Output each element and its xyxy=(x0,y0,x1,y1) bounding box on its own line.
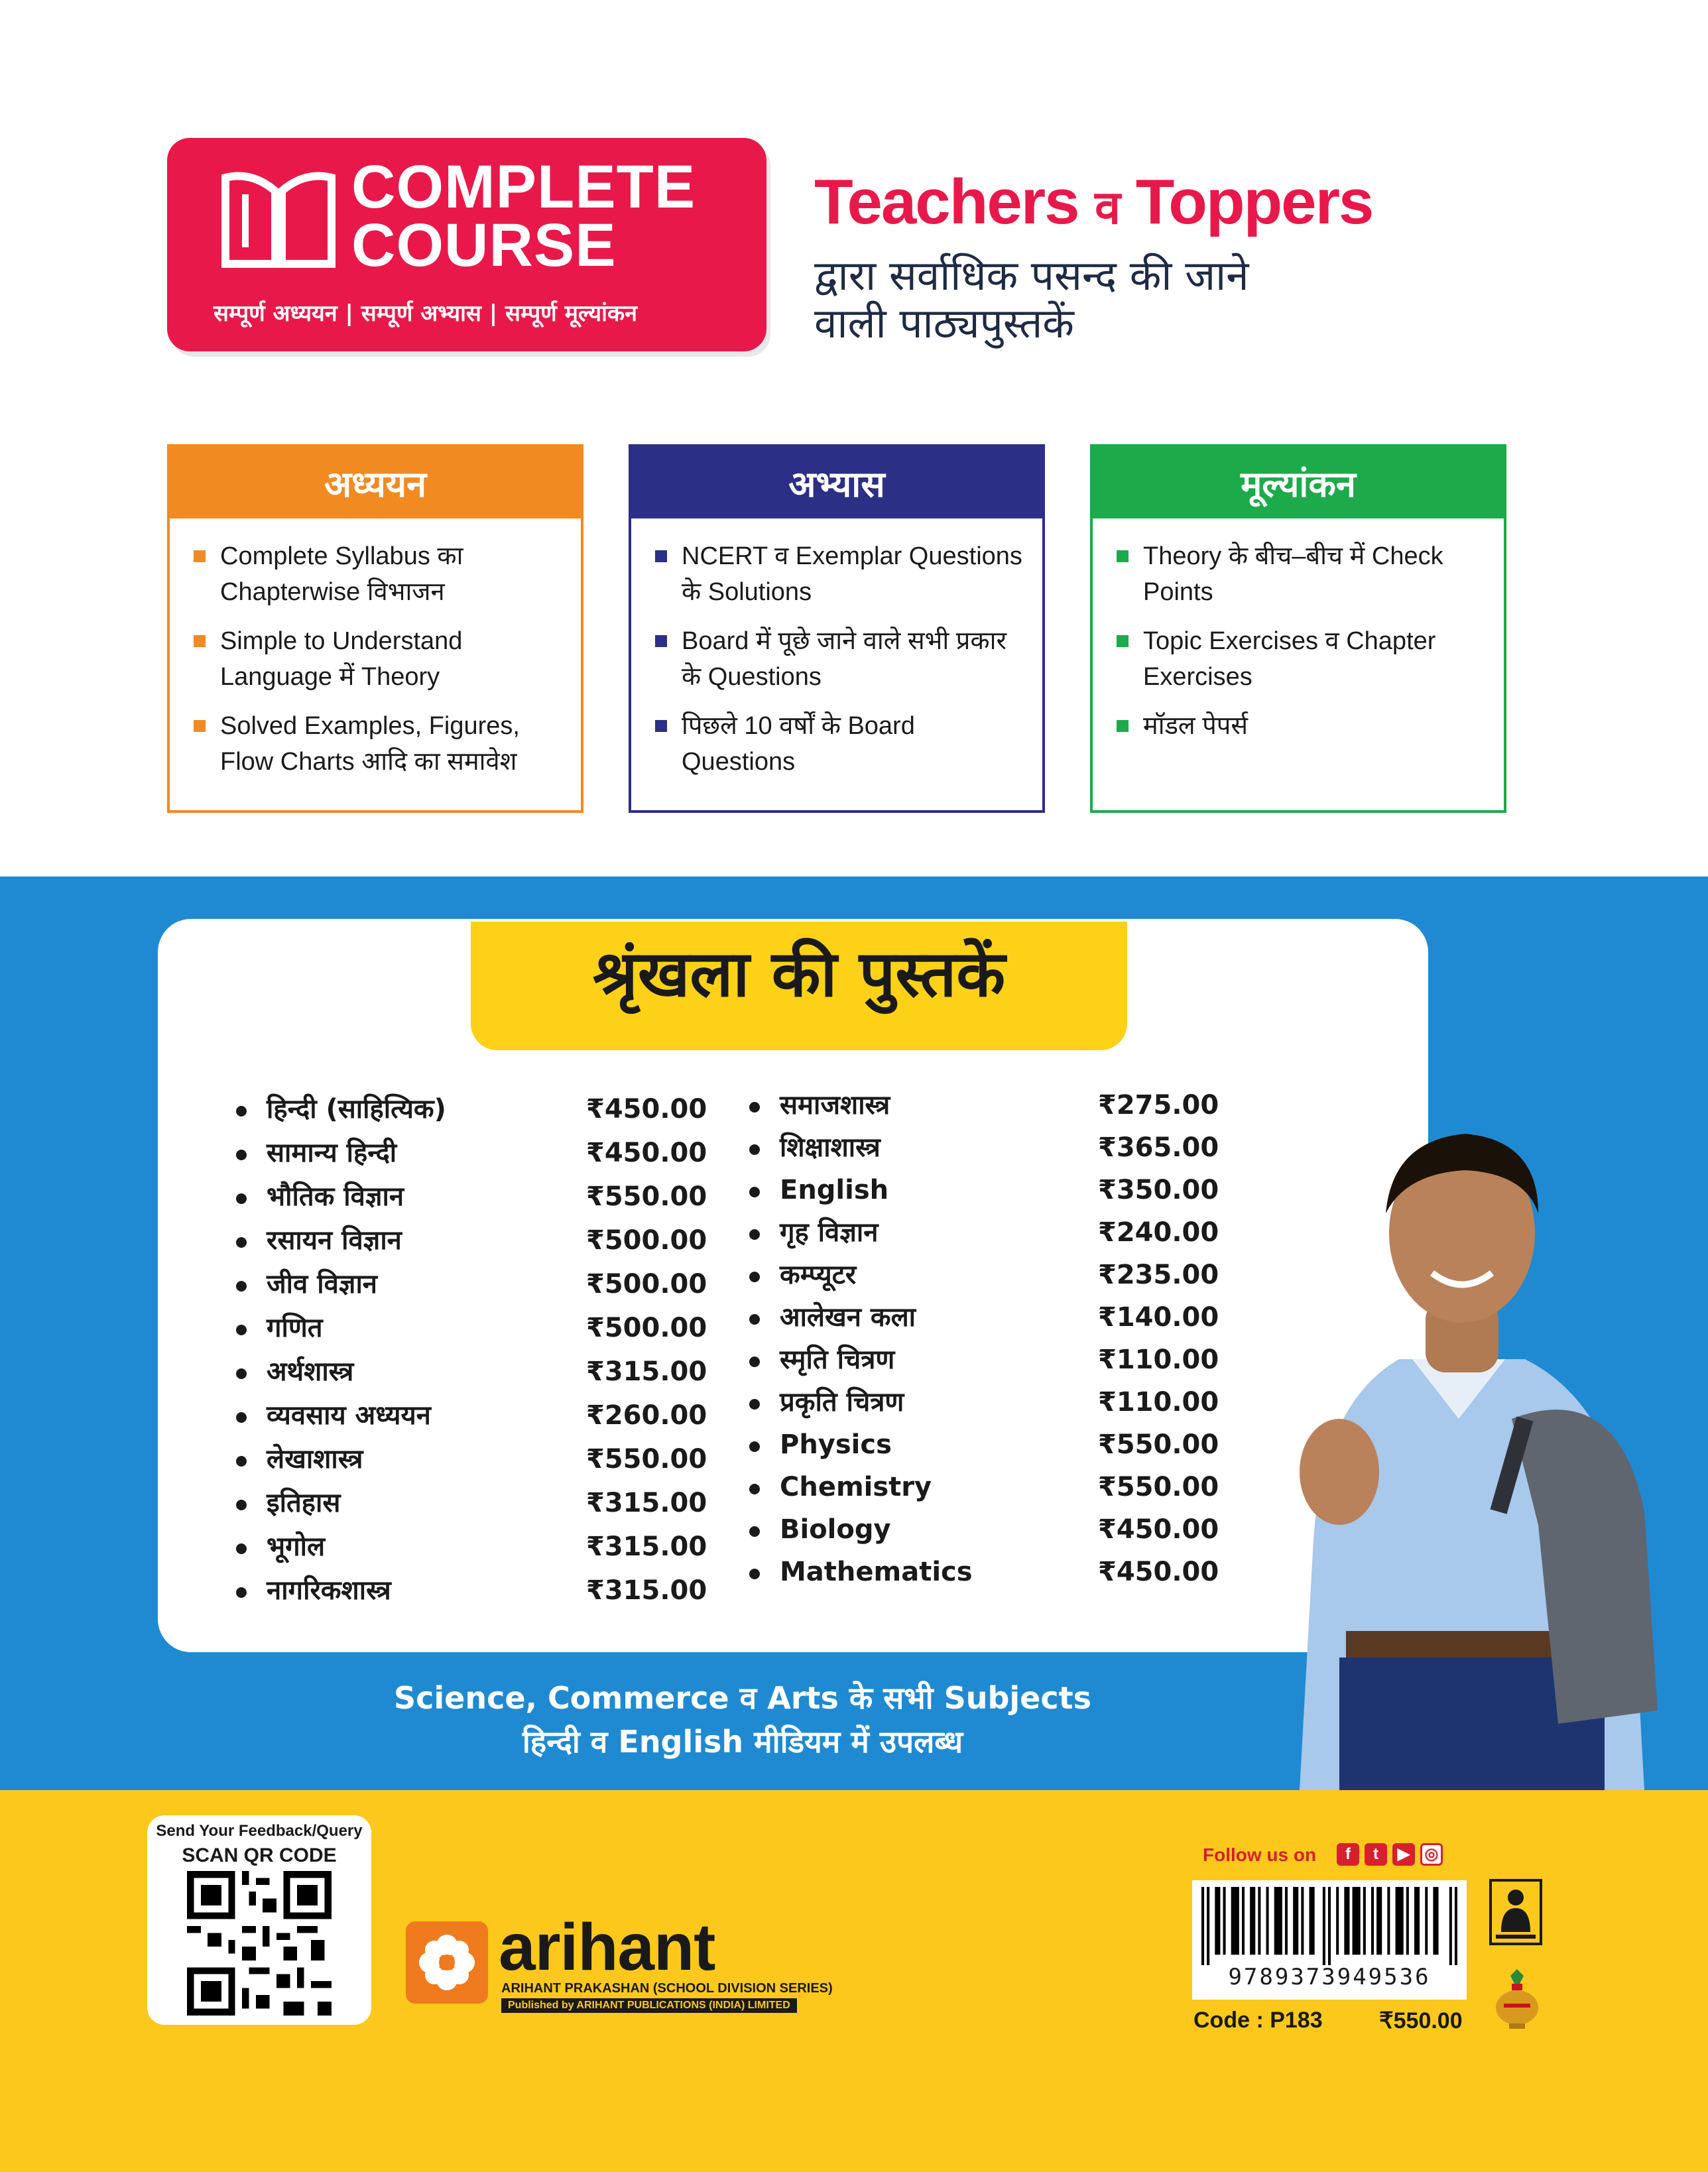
twitter-icon[interactable]: t xyxy=(1365,1843,1387,1866)
youtube-icon[interactable]: ▶ xyxy=(1392,1843,1415,1866)
list-item: हिन्दी (साहित्यिक) ₹450.00 xyxy=(235,1091,699,1135)
feature-item: Complete Syllabus का Chapterwise विभाजन xyxy=(190,538,561,610)
availability-line2: हिन्दी व English मीडियम में उपलब्ध xyxy=(522,1724,963,1760)
headline-va: व xyxy=(1095,182,1120,233)
list-item: आलेखन कला ₹140.00 xyxy=(748,1299,1225,1342)
list-item: Mathematics ₹450.00 xyxy=(748,1554,1225,1597)
headline-toppers: Toppers xyxy=(1135,166,1373,237)
list-item: कम्प्यूटर ₹235.00 xyxy=(748,1257,1225,1299)
barcode-icon xyxy=(1201,1887,1457,1965)
list-item: Physics ₹550.00 xyxy=(748,1427,1225,1469)
qr-code-icon[interactable] xyxy=(187,1871,332,2016)
feature-item: Topic Exercises व Chapter Exercises xyxy=(1113,623,1484,695)
feature-box-study xyxy=(167,444,583,813)
list-item: अर्थशास्त्र ₹315.00 xyxy=(235,1354,699,1398)
brand-title-line1: COMPLETE xyxy=(351,153,696,221)
feature-item: मॉडल पेपर्स xyxy=(1113,708,1484,744)
publisher-line2: Published by ARIHANT PUBLICATIONS (INDIA) LIMITED xyxy=(501,1998,797,2013)
product-code: Code : P183 xyxy=(1193,2008,1323,2033)
feature-item: Solved Examples, Figures, Flow Charts आदि का समावेश xyxy=(190,708,561,780)
feature-item: Theory के बीच–बीच में Check Points xyxy=(1113,538,1484,610)
list-item: इतिहास ₹315.00 xyxy=(235,1485,699,1529)
availability-note xyxy=(278,1676,1207,1764)
instagram-icon[interactable]: ◎ xyxy=(1420,1843,1443,1866)
isbn-number: 9789373949536 xyxy=(1228,1964,1431,1990)
list-item: व्यवसाय अध्ययन ₹260.00 xyxy=(235,1398,699,1441)
feature-heading: मूल्यांकन xyxy=(1093,447,1504,518)
book-price: ₹550.00 xyxy=(1379,2008,1463,2033)
list-item: शिक्षाशास्त्र ₹365.00 xyxy=(748,1130,1225,1172)
feature-item: पिछले 10 वर्षों के Board Questions xyxy=(651,708,1022,780)
list-item: लेखाशास्त्र ₹550.00 xyxy=(235,1441,699,1485)
feature-box-assessment xyxy=(1090,444,1506,813)
feature-item: NCERT व Exemplar Questions के Solutions xyxy=(651,538,1022,610)
list-item: सामान्य हिन्दी ₹450.00 xyxy=(235,1135,699,1179)
headline-subtitle-line2: वाली पाठ्यपुस्तकें xyxy=(814,299,1074,347)
list-item: प्रकृति चित्रण ₹110.00 xyxy=(748,1384,1225,1427)
qr-feedback-label: Send Your Feedback/Query xyxy=(156,1822,363,1840)
headline-subtitle xyxy=(814,252,1510,347)
brand-title-line2: COURSE xyxy=(351,211,617,279)
availability-line1: Science, Commerce व Arts के सभी Subjects xyxy=(393,1680,1092,1716)
student-illustration xyxy=(1247,1048,1671,1790)
list-item: गणित ₹500.00 xyxy=(235,1310,699,1354)
open-book-icon xyxy=(219,164,338,271)
facebook-icon[interactable]: f xyxy=(1337,1843,1359,1866)
list-item: गृह विज्ञान ₹240.00 xyxy=(748,1215,1225,1257)
feature-item: Simple to Understand Language में Theory xyxy=(190,623,561,695)
headline-title xyxy=(814,166,1372,239)
list-item: रसायन विज्ञान ₹500.00 xyxy=(235,1223,699,1266)
qr-scan-label: SCAN QR CODE xyxy=(182,1844,337,1866)
headline-subtitle-line1: द्वारा सर्वाधिक पसन्द की जाने xyxy=(814,251,1249,300)
list-item: भौतिक विज्ञान ₹550.00 xyxy=(235,1179,699,1223)
feature-heading: अध्ययन xyxy=(170,447,581,518)
list-item: जीव विज्ञान ₹500.00 xyxy=(235,1266,699,1310)
feature-box-practice xyxy=(629,444,1045,813)
feature-heading: अभ्यास xyxy=(631,447,1042,518)
feature-item: Board में पूछे जाने वाले सभी प्रकार के Questions xyxy=(651,623,1022,695)
list-item: नागरिकशास्त्र ₹315.00 xyxy=(235,1573,699,1616)
list-item: भूगोल ₹315.00 xyxy=(235,1529,699,1573)
list-item: समाजशास्त्र ₹275.00 xyxy=(748,1087,1225,1130)
follow-us-label: Follow us on xyxy=(1203,1844,1317,1865)
publisher-line1: ARIHANT PRAKASHAN (SCHOOL DIVISION SERIES) xyxy=(501,1981,833,1996)
brand-tagline: सम्पूर्ण अध्ययन | सम्पूर्ण अभ्यास | सम्पूर्ण मूल्यांकन xyxy=(213,300,637,327)
list-item: स्मृति चित्रण ₹110.00 xyxy=(748,1342,1225,1384)
list-item: English ₹350.00 xyxy=(748,1172,1225,1215)
series-title: श्रृंखला की पुस्तकें xyxy=(592,936,1006,1011)
book-list-column-1 xyxy=(235,1091,707,1616)
brand-title xyxy=(351,153,696,279)
publisher-emblem-icon xyxy=(1489,1879,1542,1945)
kalash-icon xyxy=(1491,1969,1544,2029)
list-item: Chemistry ₹550.00 xyxy=(748,1469,1225,1512)
arihant-logo-icon xyxy=(406,1921,488,2004)
publisher-logo-text: arihant xyxy=(499,1910,715,1984)
headline-teachers: Teachers xyxy=(814,166,1079,237)
list-item: Biology ₹450.00 xyxy=(748,1512,1225,1554)
book-list-column-2 xyxy=(748,1087,1225,1597)
